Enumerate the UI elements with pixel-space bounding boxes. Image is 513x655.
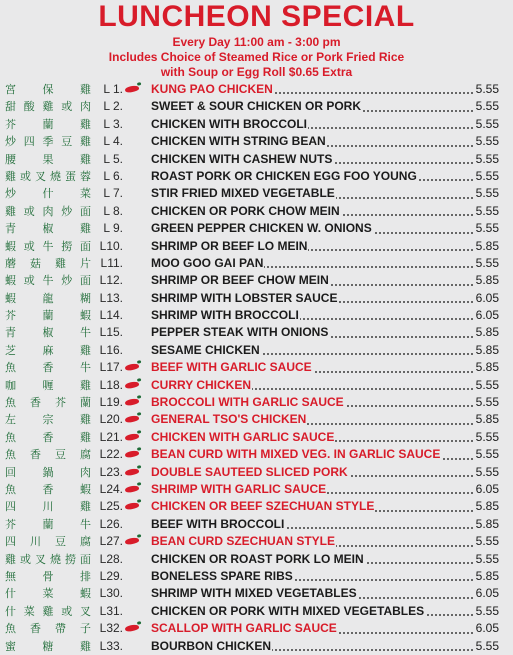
chinese-name: 魚 香 牛 <box>5 361 91 375</box>
item-name <box>151 533 473 550</box>
item-code: L13. <box>99 290 123 305</box>
menu-item <box>0 133 513 150</box>
item-name <box>151 81 473 98</box>
item-code: L30. <box>99 586 123 601</box>
item-code: L25. <box>99 499 123 514</box>
item-name-text: CHICKEN WITH BROCCOLI <box>151 116 307 131</box>
item-price: 5.85 <box>475 499 499 514</box>
item-name <box>151 255 473 272</box>
chinese-name: 腰 果 雞 <box>5 152 91 166</box>
item-name-text: BROCCOLI WITH GARLIC SAUCE <box>151 395 344 410</box>
item-price: 5.55 <box>475 116 499 131</box>
item-price: 6.05 <box>475 621 499 636</box>
menu-item <box>0 290 513 307</box>
item-name-text: SHRIMP OR BEEF CHOW MEIN <box>151 273 329 288</box>
item-name <box>151 324 473 341</box>
chinese-name: 回 鍋 肉 <box>5 465 91 479</box>
item-price: 6.05 <box>475 481 499 496</box>
hot-pepper-icon <box>125 363 140 372</box>
item-price: 5.55 <box>475 151 499 166</box>
item-name-text: SHRIMP WITH BROCCOLI <box>151 308 299 323</box>
hot-pepper-icon <box>125 85 140 94</box>
item-code: L10. <box>99 238 123 253</box>
item-name-text: BEEF WITH GARLIC SAUCE <box>151 360 312 375</box>
hot-pepper-icon <box>125 624 140 633</box>
item-code: L11. <box>100 255 123 270</box>
item-code: L 3. <box>103 116 123 131</box>
item-name <box>151 290 473 307</box>
chinese-name: 炒 什 菜 <box>5 187 91 201</box>
menu-item <box>0 98 513 115</box>
chinese-name: 無 骨 排 <box>5 569 91 583</box>
item-name <box>151 203 473 220</box>
item-name-text: SWEET & SOUR CHICKEN OR PORK <box>151 99 362 114</box>
item-name-text: SESAME CHICKEN <box>151 342 260 357</box>
chinese-name: 蜜 糖 雞 <box>5 639 91 653</box>
item-price: 5.55 <box>475 603 499 618</box>
chinese-name: 甜 酸 雞 或 肉 <box>5 100 91 114</box>
item-code: L28. <box>99 551 123 566</box>
menu-item <box>0 307 513 324</box>
hot-pepper-icon <box>125 450 140 459</box>
item-price: 5.85 <box>475 342 499 357</box>
menu-item <box>0 464 513 481</box>
item-name-text: STIR FRIED MIXED VEGETABLE <box>151 186 335 201</box>
item-price: 5.85 <box>475 360 499 375</box>
item-price: 6.05 <box>475 586 499 601</box>
item-name-text: SHRIMP WITH LOBSTER SAUCE <box>151 290 338 305</box>
menu-item <box>0 498 513 515</box>
item-name-text: CHICKEN OR ROAST PORK LO MEIN <box>151 551 364 566</box>
item-code: L23. <box>99 464 123 479</box>
item-name <box>151 551 473 568</box>
item-name-text: CURRY CHICKEN <box>151 377 252 392</box>
item-code: L24. <box>99 481 123 496</box>
chinese-name: 芥 蘭 雞 <box>5 117 91 131</box>
hot-pepper-icon <box>125 380 140 389</box>
item-name-text: DOUBLE SAUTEED SLICED PORK <box>151 464 348 479</box>
item-code: L 8. <box>103 203 123 218</box>
menu-item <box>0 185 513 202</box>
item-name-text: BEAN CURD WITH MIXED VEG. IN GARLIC SAUCE <box>151 447 441 462</box>
item-name-text: PEPPER STEAK WITH ONIONS <box>151 325 329 340</box>
menu-item <box>0 238 513 255</box>
item-name <box>151 151 473 168</box>
item-price: 5.55 <box>475 395 499 410</box>
item-name-text: BEAN CURD SZECHUAN STYLE <box>151 534 336 549</box>
item-name <box>151 168 473 185</box>
item-code: L21. <box>99 429 123 444</box>
menu-title: LUNCHEON SPECIAL <box>98 0 415 33</box>
item-code: L12. <box>99 273 123 288</box>
chinese-name: 宮 保 雞 <box>5 83 91 96</box>
menu-item <box>0 342 513 359</box>
chinese-name: 芝 麻 雞 <box>5 343 91 357</box>
menu-item <box>0 377 513 394</box>
item-price: 5.85 <box>475 568 499 583</box>
chinese-name: 魚 香 雞 <box>5 430 91 444</box>
hot-pepper-icon <box>125 432 140 441</box>
item-name-text: GENERAL TSO'S CHICKEN <box>151 412 307 427</box>
item-price: 5.55 <box>475 168 499 183</box>
item-code: L18. <box>99 377 123 392</box>
chinese-name: 蘑 菇 雞 片 <box>5 256 91 270</box>
item-code: L22. <box>99 447 123 462</box>
chinese-name: 芥 蘭 蝦 <box>5 309 91 323</box>
chinese-name: 蝦 或 牛 炒 面 <box>5 274 91 288</box>
item-code: L31. <box>99 603 123 618</box>
item-code: L26. <box>99 516 123 531</box>
item-price: 5.55 <box>475 638 499 653</box>
item-code: L14. <box>99 308 123 323</box>
includes-text: Includes Choice of Steamed Rice or Pork Fried Rice <box>108 50 405 64</box>
item-code: L27. <box>99 534 123 549</box>
chinese-name: 魚 香 帶 子 <box>5 622 91 636</box>
item-name-text: SHRIMP OR BEEF LO MEIN <box>151 238 308 253</box>
item-price: 5.85 <box>475 273 499 288</box>
menu-list <box>0 81 513 655</box>
item-name-text: CHICKEN WITH STRING BEAN <box>151 134 326 149</box>
hot-pepper-icon <box>125 537 140 546</box>
menu-item <box>0 638 513 655</box>
item-code: L16. <box>99 342 123 357</box>
item-name <box>151 464 473 481</box>
hot-pepper-icon <box>125 485 140 494</box>
item-code: L 2. <box>103 99 123 114</box>
item-price: 5.55 <box>475 221 499 236</box>
menu-item <box>0 446 513 463</box>
item-name <box>151 394 473 411</box>
item-price: 5.85 <box>475 238 499 253</box>
item-price: 5.55 <box>475 377 499 392</box>
item-name-text: KUNG PAO CHICKEN <box>151 82 273 96</box>
item-name <box>151 498 473 515</box>
item-code: L15. <box>99 325 123 340</box>
item-name <box>151 603 473 620</box>
item-code: L29. <box>99 568 123 583</box>
item-price: 5.55 <box>475 255 499 270</box>
item-code: L 6. <box>103 168 123 183</box>
item-name-text: GREEN PEPPER CHICKEN W. ONIONS <box>151 221 372 236</box>
item-name <box>151 638 473 655</box>
menu-item <box>0 429 513 446</box>
hot-pepper-icon <box>125 467 140 476</box>
menu-item <box>0 551 513 568</box>
chinese-name: 魚 香 蝦 <box>5 482 91 496</box>
item-name <box>151 481 473 498</box>
item-name-text: ROAST PORK OR CHICKEN EGG FOO YOUNG <box>151 168 417 183</box>
item-code: L20. <box>99 412 123 427</box>
menu-item <box>0 568 513 585</box>
chinese-name: 左 宗 雞 <box>5 413 91 427</box>
item-name <box>151 133 473 150</box>
menu-item <box>0 533 513 550</box>
item-name-text: BEEF WITH BROCCOLI <box>151 516 285 531</box>
menu-item <box>0 203 513 220</box>
item-name-text: CHICKEN OR PORK WITH MIXED VEGETABLES <box>151 603 425 618</box>
chinese-name: 雞 或 肉 炒 面 <box>5 204 91 218</box>
item-code: L 5. <box>103 151 123 166</box>
hot-pepper-icon <box>125 502 140 511</box>
item-price: 5.55 <box>475 551 499 566</box>
item-name-text: SHRIMP WITH GARLIC SAUCE <box>151 481 327 496</box>
item-price: 5.55 <box>475 534 499 549</box>
item-name <box>151 411 473 428</box>
item-price: 5.55 <box>475 464 499 479</box>
item-price: 5.55 <box>475 82 499 96</box>
item-name <box>151 620 473 637</box>
item-name <box>151 342 473 359</box>
menu-item <box>0 603 513 620</box>
menu-item <box>0 411 513 428</box>
chinese-name: 炒 四 季 豆 雞 <box>5 135 91 149</box>
item-code: L33. <box>99 638 123 653</box>
menu-item <box>0 81 513 98</box>
item-price: 5.85 <box>475 412 499 427</box>
chinese-name: 蝦 龍 糊 <box>5 291 91 305</box>
item-name <box>151 377 473 394</box>
item-name <box>151 429 473 446</box>
menu-item <box>0 151 513 168</box>
item-name-text: CHICKEN OR PORK CHOW MEIN <box>151 203 340 218</box>
item-price: 5.55 <box>475 429 499 444</box>
item-code: L 9. <box>103 221 123 236</box>
hot-pepper-icon <box>125 415 140 424</box>
menu-item <box>0 620 513 637</box>
item-name <box>151 238 473 255</box>
menu-item <box>0 255 513 272</box>
item-name <box>151 272 473 289</box>
item-price: 5.85 <box>475 325 499 340</box>
item-price: 5.55 <box>475 186 499 201</box>
item-code: L 7. <box>103 186 123 201</box>
item-price: 5.55 <box>475 99 499 114</box>
item-name-text: SHRIMP WITH MIXED VEGETABLES <box>151 586 357 601</box>
item-code: L 4. <box>103 134 123 149</box>
item-name <box>151 185 473 202</box>
item-price: 5.55 <box>475 447 499 462</box>
menu-item <box>0 359 513 376</box>
item-name <box>151 585 473 602</box>
menu-item <box>0 272 513 289</box>
chinese-name: 四 川 豆 腐 <box>5 535 91 549</box>
item-name-text: BOURBON CHICKEN <box>151 638 271 653</box>
menu-item <box>0 481 513 498</box>
hot-pepper-icon <box>125 398 140 407</box>
menu-item <box>0 324 513 341</box>
item-code: L19. <box>99 395 123 410</box>
chinese-name: 魚 香 豆 腐 <box>5 448 91 462</box>
item-price: 6.05 <box>475 290 499 305</box>
chinese-name: 什 菜 蝦 <box>5 587 91 601</box>
item-name <box>151 516 473 533</box>
chinese-name: 雞 或 叉 燒 蛋 蓉 <box>5 169 91 183</box>
item-name <box>151 116 473 133</box>
chinese-name: 蝦 或 牛 撈 面 <box>5 239 91 253</box>
chinese-name: 青 椒 牛 <box>5 326 91 340</box>
item-price: 5.55 <box>475 134 499 149</box>
item-name-text: CHICKEN WITH GARLIC SAUCE <box>151 429 335 444</box>
chinese-name: 什 菜 雞 或 叉 <box>5 604 91 618</box>
chinese-name: 雞 或 叉 燒 撈 面 <box>5 552 91 566</box>
item-name <box>151 359 473 376</box>
item-name <box>151 446 473 463</box>
item-name-text: BONELESS SPARE RIBS <box>151 568 293 583</box>
item-name-text: CHICKEN WITH CASHEW NUTS <box>151 151 333 166</box>
item-price: 5.55 <box>475 203 499 218</box>
item-name <box>151 568 473 585</box>
item-code: L 1. <box>103 82 123 96</box>
item-name-text: CHICKEN OR BEEF SZECHUAN STYLE <box>151 499 375 514</box>
item-name <box>151 220 473 237</box>
menu-item <box>0 516 513 533</box>
chinese-name: 魚 香 芥 蘭 <box>5 396 91 410</box>
item-name <box>151 307 473 324</box>
extra-text: with Soup or Egg Roll $0.65 Extra <box>160 65 353 79</box>
chinese-name: 四 川 雞 <box>5 500 91 514</box>
hours-text: Every Day 11:00 am - 3:00 pm <box>172 35 341 49</box>
item-price: 6.05 <box>475 308 499 323</box>
item-code: L17. <box>99 360 123 375</box>
item-name <box>151 98 473 115</box>
item-code: L32. <box>99 621 123 636</box>
menu-item <box>0 116 513 133</box>
menu-item <box>0 585 513 602</box>
item-name-text: MOO GOO GAI PAN <box>151 255 264 270</box>
chinese-name: 青 椒 雞 <box>5 222 91 236</box>
menu-item <box>0 168 513 185</box>
chinese-name: 咖 喱 雞 <box>5 378 91 392</box>
chinese-name: 芥 蘭 牛 <box>5 517 91 531</box>
item-name-text: SCALLOP WITH GARLIC SAUCE <box>151 621 337 636</box>
menu-item <box>0 220 513 237</box>
menu-item <box>0 394 513 411</box>
item-price: 5.85 <box>475 516 499 531</box>
